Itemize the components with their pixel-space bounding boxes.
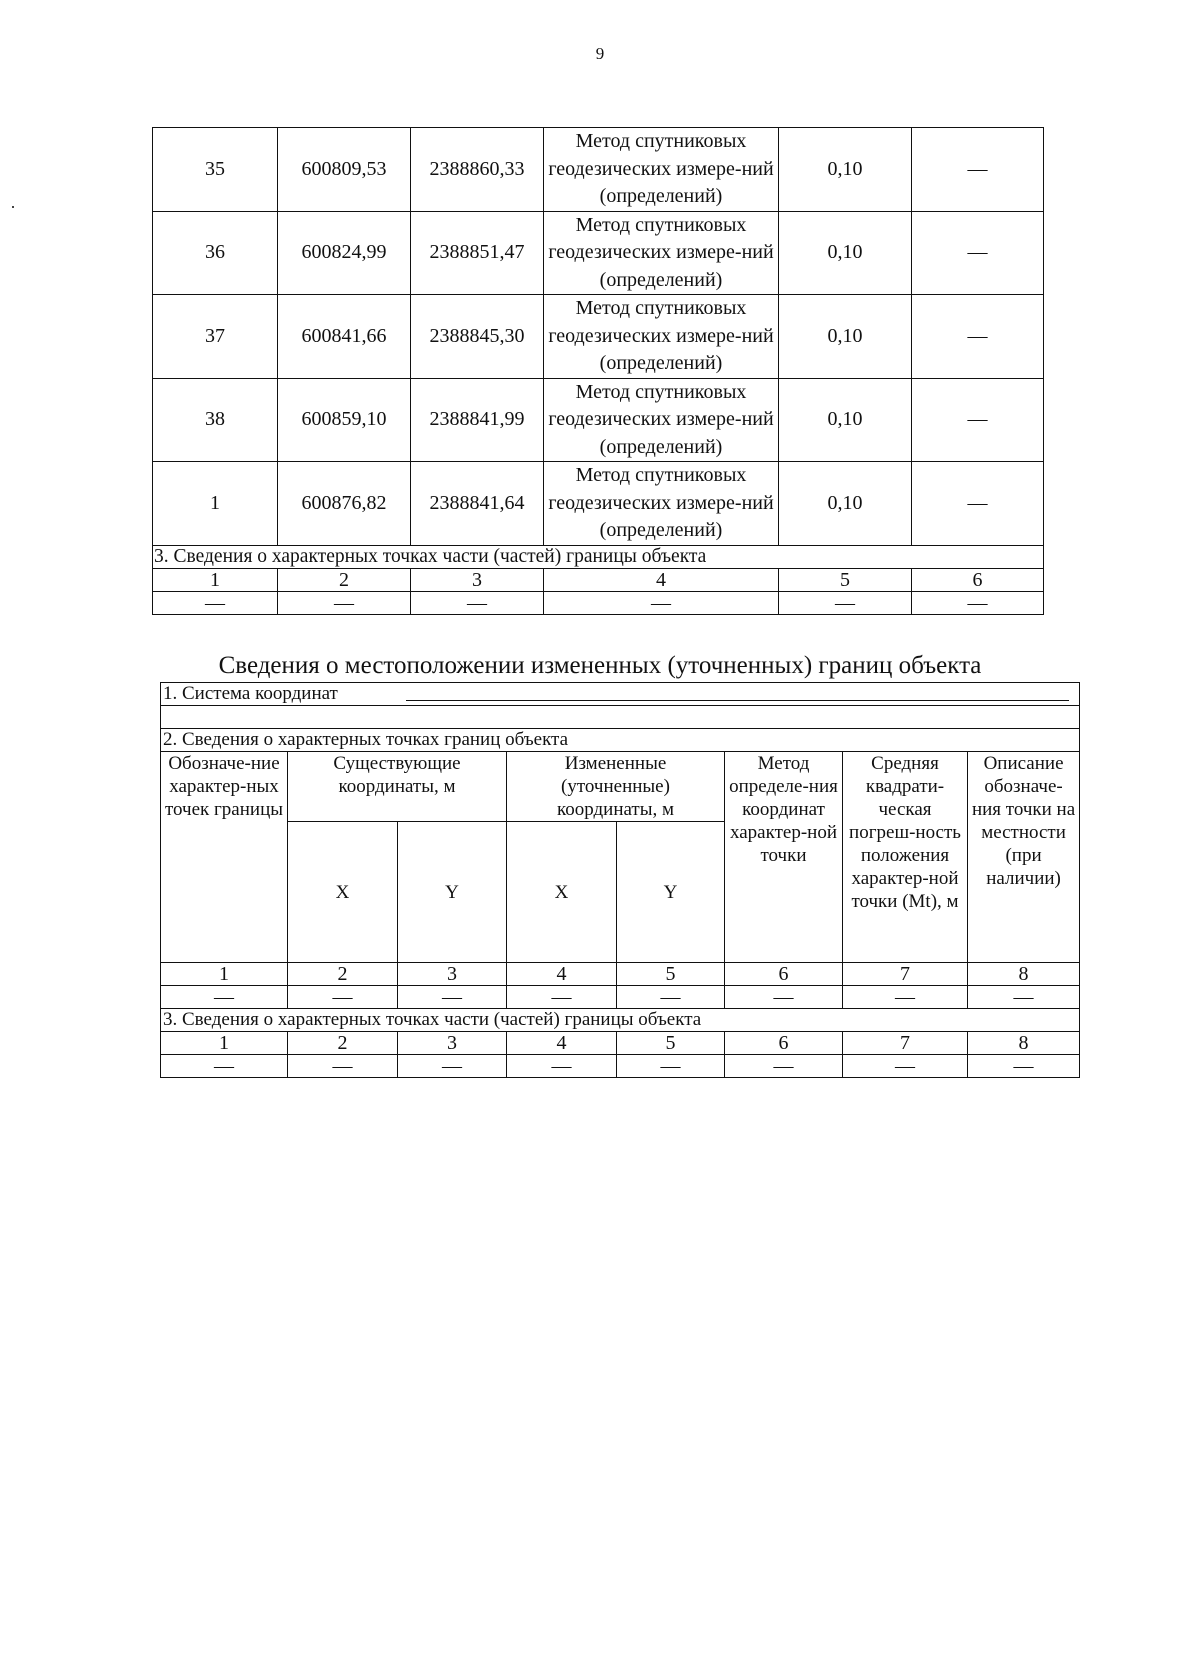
method-cell: Метод спутниковых геодезических измере-ний (определений) — [544, 128, 779, 212]
x-coordinate-cell: 600841,66 — [278, 295, 411, 379]
y-coordinate-cell: 2388860,33 — [411, 128, 544, 212]
coordinate-row — [153, 295, 1044, 379]
dash-cell: — — [288, 986, 398, 1009]
col-num: 2 — [288, 963, 398, 986]
section2-row — [161, 729, 1080, 752]
col-num: 7 — [843, 963, 968, 986]
dash-cell: — — [398, 1055, 507, 1078]
section2-title: 2. Сведения о характерных точках границ объекта — [161, 729, 1080, 752]
col-num: 5 — [617, 963, 725, 986]
header-method: Метод определе-ния координат характер-ной точки — [725, 752, 843, 963]
y-coordinate-cell: 2388845,30 — [411, 295, 544, 379]
description-cell: — — [912, 295, 1044, 379]
dash-cell: — — [544, 591, 779, 614]
col-num: 8 — [968, 963, 1080, 986]
dash-cell: — — [288, 1055, 398, 1078]
method-cell: Метод спутниковых геодезических измере-ний (определений) — [544, 295, 779, 379]
header-description: Описание обозначе-ния точки на местности (при наличии) — [968, 752, 1080, 963]
mean-error-cell: 0,10 — [779, 211, 912, 295]
blank-cell — [161, 706, 1080, 729]
point-number-cell: 36 — [153, 211, 278, 295]
coordinates-table — [152, 127, 1044, 615]
col-num: 2 — [278, 568, 411, 591]
section3-title: 3. Сведения о характерных точках части (частей) границы объекта — [161, 1009, 1080, 1032]
col-num: 1 — [153, 568, 278, 591]
point-number-cell: 1 — [153, 462, 278, 546]
header-changed-coords: Измененные (уточненные) координаты, м — [507, 752, 725, 822]
col-num: 1 — [161, 963, 288, 986]
dash-cell: — — [725, 986, 843, 1009]
col-num: 2 — [288, 1032, 398, 1055]
header-changed-y: Y — [617, 822, 725, 963]
x-coordinate-cell: 600824,99 — [278, 211, 411, 295]
col-num: 3 — [398, 963, 507, 986]
section3-row — [161, 1009, 1080, 1032]
header-row — [161, 752, 1080, 822]
mean-error-cell: 0,10 — [779, 462, 912, 546]
y-coordinate-cell: 2388841,64 — [411, 462, 544, 546]
col-num: 6 — [725, 1032, 843, 1055]
dash-cell: — — [617, 1055, 725, 1078]
header-existing-coords: Существующие координаты, м — [288, 752, 507, 822]
x-coordinate-cell: 600859,10 — [278, 378, 411, 462]
x-coordinate-cell: 600809,53 — [278, 128, 411, 212]
dash-cell: — — [617, 986, 725, 1009]
dash-cell: — — [968, 986, 1080, 1009]
method-cell: Метод спутниковых геодезических измере-ний (определений) — [544, 462, 779, 546]
col-num: 4 — [507, 1032, 617, 1055]
y-coordinate-cell: 2388851,47 — [411, 211, 544, 295]
coordinate-row — [153, 211, 1044, 295]
col-num: 4 — [544, 568, 779, 591]
header-existing-y: Y — [398, 822, 507, 963]
dash-cell: — — [725, 1055, 843, 1078]
description-cell: — — [912, 378, 1044, 462]
y-coordinate-cell: 2388841,99 — [411, 378, 544, 462]
method-cell: Метод спутниковых геодезических измере-ний (определений) — [544, 211, 779, 295]
column-numbers-row — [161, 1032, 1080, 1055]
point-number-cell: 37 — [153, 295, 278, 379]
description-cell: — — [912, 211, 1044, 295]
coordinate-row — [153, 462, 1044, 546]
x-coordinate-cell: 600876,82 — [278, 462, 411, 546]
empty-dash-row — [161, 986, 1080, 1009]
dash-cell: — — [779, 591, 912, 614]
dash-cell: — — [843, 1055, 968, 1078]
coordinate-row — [153, 378, 1044, 462]
col-num: 4 — [507, 963, 617, 986]
mean-error-cell: 0,10 — [779, 378, 912, 462]
col-num: 6 — [725, 963, 843, 986]
col-num: 7 — [843, 1032, 968, 1055]
method-cell: Метод спутниковых геодезических измере-ний (определений) — [544, 378, 779, 462]
header-changed-x: X — [507, 822, 617, 963]
col-num: 3 — [411, 568, 544, 591]
empty-dash-row — [161, 1055, 1080, 1078]
column-numbers-row — [161, 963, 1080, 986]
dash-cell: — — [411, 591, 544, 614]
section3-title: 3. Сведения о характерных точках части (частей) границы объекта — [153, 545, 1044, 568]
dash-cell: — — [398, 986, 507, 1009]
coordinate-system-label: 1. Система координат — [163, 683, 338, 704]
mean-error-cell: 0,10 — [779, 128, 912, 212]
dash-cell: — — [507, 1055, 617, 1078]
page-number: 9 — [595, 44, 605, 63]
dash-cell: — — [912, 591, 1044, 614]
header-mean-error: Средняя квадрати-ческая погреш-ность положения характер-ной точки (Mt), м — [843, 752, 968, 963]
dash-cell: — — [278, 591, 411, 614]
header-point-designation: Обозначе-ние характер-ных точек границы — [161, 752, 288, 963]
point-number-cell: 35 — [153, 128, 278, 212]
coordinate-row — [153, 128, 1044, 212]
dash-cell: — — [161, 986, 288, 1009]
changed-boundaries-table — [160, 682, 1080, 1078]
coordinate-system-cell — [161, 683, 1080, 706]
col-num: 5 — [779, 568, 912, 591]
dash-cell: — — [161, 1055, 288, 1078]
col-num: 6 — [912, 568, 1044, 591]
margin-speck — [12, 206, 14, 208]
description-cell: — — [912, 462, 1044, 546]
dash-cell: — — [968, 1055, 1080, 1078]
coordinates-table-body — [153, 128, 1044, 615]
description-cell: — — [912, 128, 1044, 212]
col-num: 8 — [968, 1032, 1080, 1055]
dash-cell: — — [507, 986, 617, 1009]
column-numbers-row — [153, 568, 1044, 591]
point-number-cell: 38 — [153, 378, 278, 462]
col-num: 1 — [161, 1032, 288, 1055]
header-existing-x: X — [288, 822, 398, 963]
section-heading: Сведения о местоположении измененных (уточненных) границ объекта — [218, 652, 982, 679]
dash-cell: — — [153, 591, 278, 614]
empty-dash-row — [153, 591, 1044, 614]
col-num: 3 — [398, 1032, 507, 1055]
mean-error-cell: 0,10 — [779, 295, 912, 379]
blank-row — [161, 706, 1080, 729]
coordinate-system-row — [161, 683, 1080, 706]
dash-cell: — — [843, 986, 968, 1009]
col-num: 5 — [617, 1032, 725, 1055]
coordinate-system-blank-line — [406, 700, 1069, 701]
section3-row — [153, 545, 1044, 568]
